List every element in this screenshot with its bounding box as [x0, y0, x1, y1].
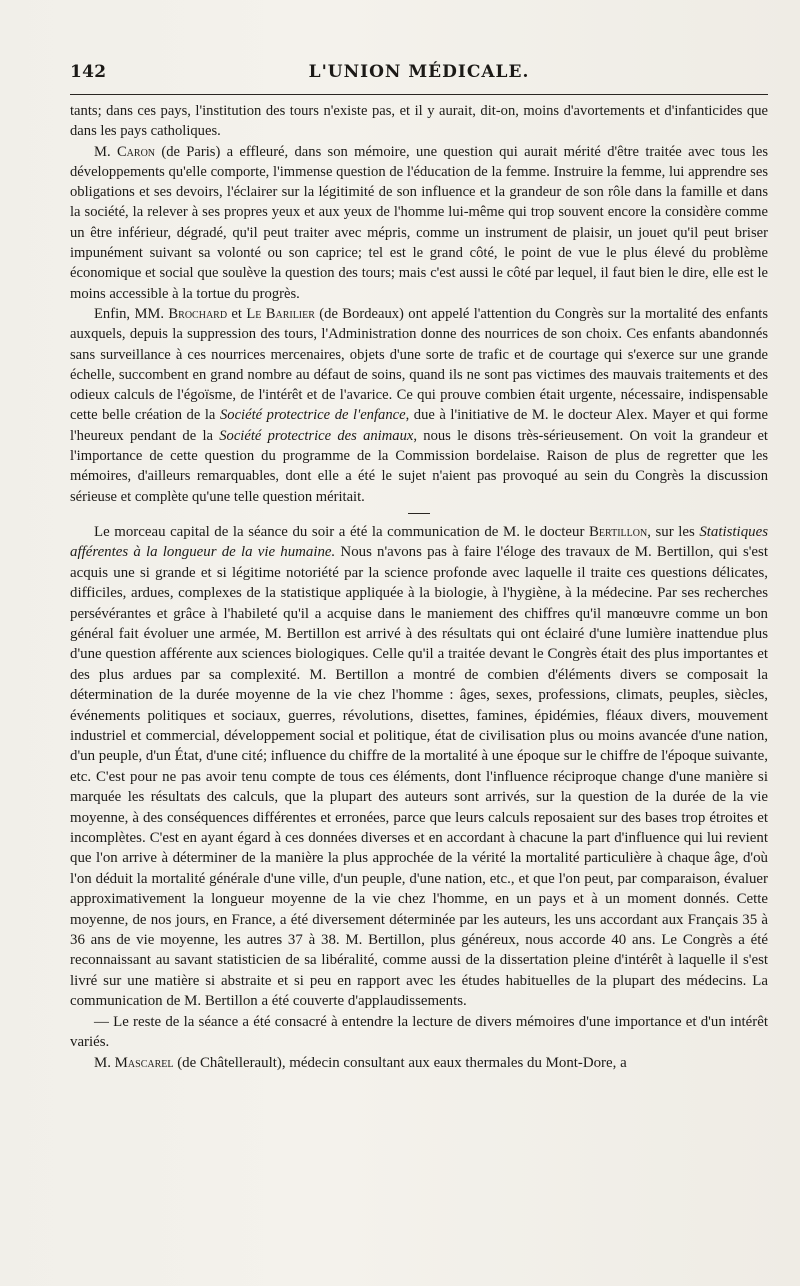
paragraph-caron: M. Caron (de Paris) a effleuré, dans son mémoire, une question qui aurait mérité d'être traitée avec tous les développements qu'elle comporte, l'immense question de l'éducation de la femme. Instruire la femme, lui apprendre ses obligations et ses devoirs, l'éclairer sur la légitimité de son influence et la grandeur de son rôle dans la famille et dans la société, la relever à ses propres yeux et aux yeux de l'homme lui-même qui trop souvent encore la considère comme un être inférieur, dégradé, qu'il peut traiter avec mépris, comme un instrument de plaisir, un jouet qu'il peut briser impunément suivant sa volonté ou son caprice; tel est le grand côté, le point de vue le plus élevé du problème économique et social que soulève la question des tours; mais c'est aussi le côté par lequel, il faut bien le dire, elle est le moins accessible à la tortue du progrès.	[70, 143, 768, 302]
paragraph-continuation: tants; dans ces pays, l'institution des tours n'existe pas, et il y aurait, dit-on, moins d'avortements et d'infanticides que dans les pays catholiques.	[70, 103, 768, 140]
paragraph-brochard: Enfin, MM. Brochard et Le Barilier (de Bordeaux) ont appelé l'attention du Congrès sur la mortalité des enfants auxquels, depuis la suppression des tours, l'Administration donne des nourrices de son choix. Ces enfants abandonnés sans surveillance à ces nourrices mercenaires, objets d'une sorte de trafic et de courtage qui s'exerce sur une grande échelle, succombent en grand nombre au défaut de soins, quand ils ne sont pas victimes des mauvais traitements et des odieux calculs de l'égoïsme, de l'intérêt et de l'avarice. Ce qui prouve combien était urgente, nécessaire, indispensable cette belle création de la Société protectrice de l'enfance, due à l'initiative de M. le docteur Alex. Mayer et qui forme l'heureux pendant de la Société protectrice des animaux, nous le disons très-sérieusement. On voit la grandeur et l'importance de cette question du programme de la Commission bordelaise. Raison de plus de regretter que les mémoires, d'ailleurs remarquables, dont elle a été le sujet n'aient pas provoqué au sein du Congrès la discussion sérieuse et complète qu'une telle question méritait.	[70, 305, 768, 505]
header-rule	[70, 94, 768, 95]
page-header	[70, 62, 768, 92]
paragraph-reste: — Le reste de la séance a été consacré à entendre la lecture de divers mémoires d'une importance et d'un intérêt variés.	[70, 1013, 768, 1051]
italic-title: Société protectrice de l'enfance	[219, 407, 406, 424]
paragraph-mascarel: M. Mascarel (de Châtellerault), médecin consultant aux eaux thermales du Mont-Dore, a	[94, 1054, 627, 1071]
author-name: Bertillon	[588, 523, 648, 540]
author-name: Le Barilier	[246, 305, 315, 322]
section-divider	[408, 513, 430, 514]
page-number: 142	[70, 62, 107, 82]
italic-title: Société protectrice des animaux	[219, 427, 414, 444]
italic-title: Statistiques afférentes à la longueur de la vie humaine.	[70, 523, 768, 561]
running-title: L'UNION MÉDICALE.	[308, 62, 530, 82]
article-body	[70, 101, 768, 1073]
author-name: M. Mascarel	[94, 1054, 174, 1071]
paragraph-bertillon: Le morceau capital de la séance du soir a été la communication de M. le docteur Bertillon, sur les Statistiques afférentes à la longueur de la vie humaine. Nous n'avons pas à faire l'éloge des travaux de M. Bertillon, qui s'est acquis une si grande et si légitime notoriété par la science profonde avec laquelle il traite ces questions délicates, difficiles, ardues, complexes de la statistique appliquée à la biologie, à l'hygiène, à la médecine. Par ses recherches persévérantes et grâce à l'habileté qu'il a acquise dans le maniement des chiffres qu'il manœuvre comme un bon général fait évoluer une armée, M. Bertillon est arrivé à des résultats qui ont éclairé d'une lumière inattendue plus d'une question afférente aux sciences biologiques. Celle qu'il a traitée devant le Congrès était des plus importantes et des plus ardues par sa complexité. M. Bertillon a montré de combien d'éléments divers se composait la détermination de la durée moyenne de la vie chez l'homme : âges, sexes, professions, climats, peuples, siècles, événements politiques et sociaux, guerres, révolutions, disettes, famines, épidémies, fléaux divers, mouvement industriel et commercial, développement social et politique, état de civilisation plus ou moins avancée d'une nation, d'un peuple, d'un État, d'une cité; influence du chiffre de la mortalité à une époque sur le chiffre de l'époque suivante, etc. C'est pour ne pas avoir tenu compte de tous ces éléments, dont l'influence réciproque change d'une manière si marquée les résultats des calculs, que la plupart des auteurs sont arrivés, sur la question de la durée de la vie moyenne, à des conséquences différentes et erronées, parce que leurs calculs reposaient sur des bases trop étroites et incomplètes. C'est en ayant égard à ces données diverses et en accordant à chacune la part d'influence qui lui revient que l'on arrive à déterminer de la manière la plus approchée de la vérité la mortalité particulière à chaque âge, d'où l'on déduit la mortalité générale d'une ville, d'un peuple, d'une nation, etc., et que l'on peut, par comparaison, évaluer approximativement la longueur moyenne de la vie chez l'homme, en un pays et à un moment donnés. Cette moyenne, de nos jours, en France, a été diversement déterminée par les auteurs, les uns accordant aux Français 35 à 36 ans de vie moyenne, les autres 37 à 38. M. Bertillon, plus généreux, nous accorde 40 ans. Le Congrès a été reconnaissant au savant statisticien de sa libéralité, comme aussi de la dissertation pleine d'intérêt à laquelle il s'est livré sur une matière si abstraite et si peu en rapport avec les études habituelles de la plupart des médecins. La communication de M. Bertillon a été couverte d'applaudissements.	[70, 523, 768, 1010]
author-name: M. Caron	[94, 143, 156, 160]
author-name: Brochard	[168, 305, 228, 322]
